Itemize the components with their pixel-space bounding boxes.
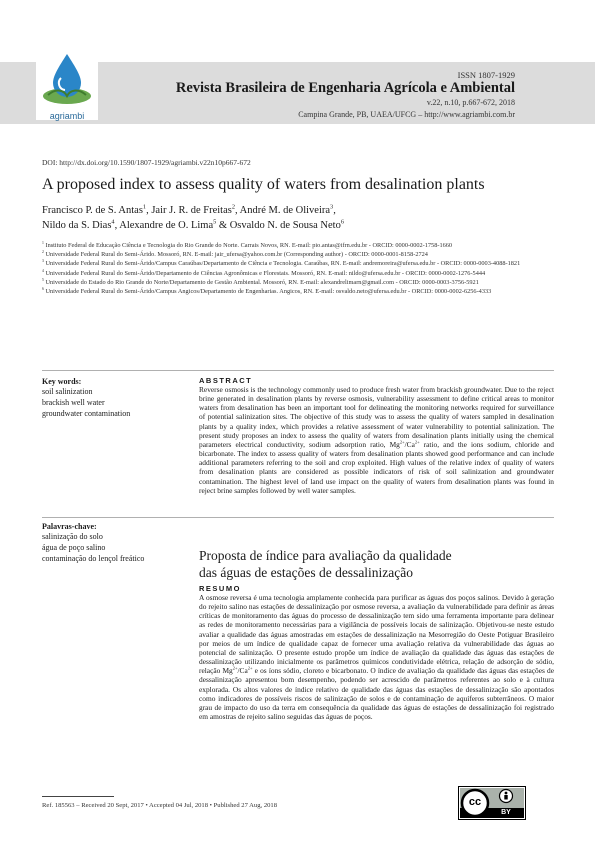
keyword: soil salinization: [42, 387, 93, 396]
keyword: groundwater contamination: [42, 409, 131, 418]
article-title: A proposed index to assess quality of waters from desalination plants: [42, 176, 485, 193]
author: Osvaldo N. de Sousa Neto$^6$: [229, 218, 344, 231]
volume-info: v.22, n.10, p.667-672, 2018: [426, 98, 515, 107]
affiliation: $^4$ Universidade Federal Rural do Semi-Árido/Departamento de Ciências Agronômicas e Florestais. Mossoró, RN. E-mail: nildo@ufersa.edu.br - ORCID: 0000-0002-1276-5444: [42, 268, 486, 277]
keywords-title: Key words:: [42, 377, 82, 386]
abstract-text: Reverse osmosis is the technology commonly used to produce fresh water from brackish groundwater. Due to the reject brine generated in desalination plants by reverse osmosis, vulnerability assessment to define critical areas to monitor waters from desalination has been an important tool for delineating the monitoring networks required for surveillance of potential salinization sites. The objective of this study was to assess the quality of waters sampled in desalination plants by a quality index, which provides a relative assessment of water vulnerability to potential salinization. The present study proposes an index to assess the quality of waters from desalination plants initially using the chemical parameters electrical conductivity, sodium adsorption ratio, $Mg^{2+}/Ca^{2+}$ ratio, and the ions sodium, chloride and bicarbonate. The index to assess quality of waters from desalination plants showed good performance and can include additional parameters referring to the soil and crop exploited. High values of the relative index of quality of waters from desalination plants are considered as possible indicators of risk of soil salinization and groundwater contamination. The highest level of land use impact on the quality of waters from desalination plants was found in reject brine samples followed by well water samples.: [199, 385, 555, 495]
divider: [42, 517, 554, 518]
palavras-chave-block: [42, 522, 192, 564]
affiliation: $^5$ Universidade do Estado do Rio Grande do Norte/Departamento de Gestão Ambiental. Mossoró, RN. E-mail: alexandrelimarn@gmail.com - ORCID: 0000-0003-3756-5921: [42, 277, 479, 286]
resumo-block: [199, 547, 554, 721]
footer-rule: [42, 796, 114, 797]
by-label: BY: [501, 809, 511, 816]
affiliation: $^6$ Universidade Federal Rural do Semi-Árido/Campus Angicos/Departamento de Engenharias. Angicos, RN. E-mail: osvaldo.neto@ufersa.edu.br - ORCID: 0000-0002-6256-4333: [42, 286, 492, 296]
author: André M. de Oliveira$^3$: [239, 203, 334, 216]
cc-label: cc: [468, 796, 482, 808]
affiliation: $^3$ Universidade Federal Rural do Semi-Árido/Campus Caraúbas/Departamento de Ciência e Tecnologia. Caraúbas, RN. E-mail: andremoreira@ufersa.edu.br - ORCID: 0000-0003-4088-1821: [42, 259, 521, 268]
doi-link[interactable]: DOI: http://dx.doi.org/10.1590/1807-1929/agriambi.v22n10p667-672: [42, 158, 251, 167]
abstract-block: [199, 376, 554, 495]
issn: ISSN 1807-1929: [457, 70, 515, 80]
keyword: salinização do solo: [42, 532, 103, 541]
divider: [42, 370, 554, 371]
author: Nildo da S. Dias$^4$: [42, 218, 115, 231]
affiliations: [42, 241, 554, 296]
reference-dates: Ref. 185563 – Received 20 Sept, 2017 • Accepted 04 Jul, 2018 • Published 27 Aug, 2018: [42, 802, 278, 809]
author: Francisco P. de S. Antas$^1$: [42, 203, 147, 216]
resumo-heading: RESUMO: [199, 584, 241, 593]
journal-title: Revista Brasileira de Engenharia Agrícola e Ambiental: [175, 80, 515, 96]
water-drop-leaf-icon: [36, 48, 98, 110]
keyword: brackish well water: [42, 398, 105, 407]
abstract-heading: ABSTRACT: [199, 376, 253, 385]
journal-place-url[interactable]: Campina Grande, PB, UAEA/UFCG – http://www.agriambi.com.br: [298, 110, 515, 119]
affiliation: $^1$ Instituto Federal de Educação Ciência e Tecnologia do Rio Grande do Norte. Carrais Novos, RN. E-mail: pio.antas@ifrn.edu.br - ORCID: 0000-0002-1758-1660: [42, 240, 453, 249]
affiliation: $^2$ Universidade Federal Rural do Semi-Árido. Mossoró, RN. E-mail: jair_ufersa@yahoo.com.br (Corresponding author) - ORCID: 0000-0001-8158-2724: [42, 250, 428, 259]
palavras-chave-title: Palavras-chave:: [42, 522, 97, 531]
portuguese-title: Proposta de índice para avaliação da qualidade das águas de estações de dessalinização: [199, 548, 452, 580]
author-list: Francisco P. de S. Antas$^1$, Jair J. R. de Freitas$^2$, André M. de Oliveira$^3$, Nildo da S. Dias$^4$, Alexandre de O. Lima$^5$ & Osvaldo N. de Sousa Neto$^6$: [42, 203, 344, 231]
keyword: água de poço salino: [42, 543, 106, 552]
resumo-text: A osmose reversa é uma tecnologia amplamente conhecida para purificar as águas dos poços salinos. Devido à geração do rejeito salino nas estações de dessalinização por osmose reversa, a avaliação da vulnerabilidade para definir as áreas críticas de monitoramento das águas do processo de dessalinização tem sido uma ferramenta importante para delinear as redes de monitoramento necessárias para a vigilância de possíveis locais de salinização. Objetivou-se neste estudo avaliar a qualidade das águas amostradas em estações de dessalinização na Mesorregião do Oeste Potiguar Brasileiro por meios de um índice de qualidade capaz de fornecer uma avaliação relativa da vulnerabilidade das águas ao potencial de salinização. O presente estudo propõe um índice de avaliação da qualidade das águas das estações de dessalinização utilizando inicialmente os parâmetros químicos condutividade elétrica, relação de adsorção de sódio, relação $Mg^{2+}/Ca^{2+}$ e os íons sódio, cloreto e bicarbonato. O índice de avaliação da qualidade das águas das estações de dessalinização apresentou bom desempenho, podendo ser acrescido de parâmetros referentes ao solo e à cultura explorada. Os altos valores de índice relativo de qualidade das águas das estações de dessalinização são apontados como indicadores de possíveis riscos de salinização de solos e de contaminação de aquíferos subterrâneos. O maior grau de impacto do uso da terra em consequência da qualidade das águas de estações de dessalinização foi registrado em amostras de rejeito salino seguidas das águas de poços.: [199, 593, 554, 722]
author: Jair J. R. de Freitas$^2$: [151, 203, 235, 216]
journal-logo: [36, 48, 98, 120]
keyword: contaminação do lençol freático: [42, 554, 145, 563]
cc-by-license-badge[interactable]: [458, 786, 526, 820]
author: Alexandre de O. Lima$^5$: [119, 218, 217, 231]
keywords-block: [42, 377, 187, 419]
logo-text: agriambi: [49, 111, 85, 121]
